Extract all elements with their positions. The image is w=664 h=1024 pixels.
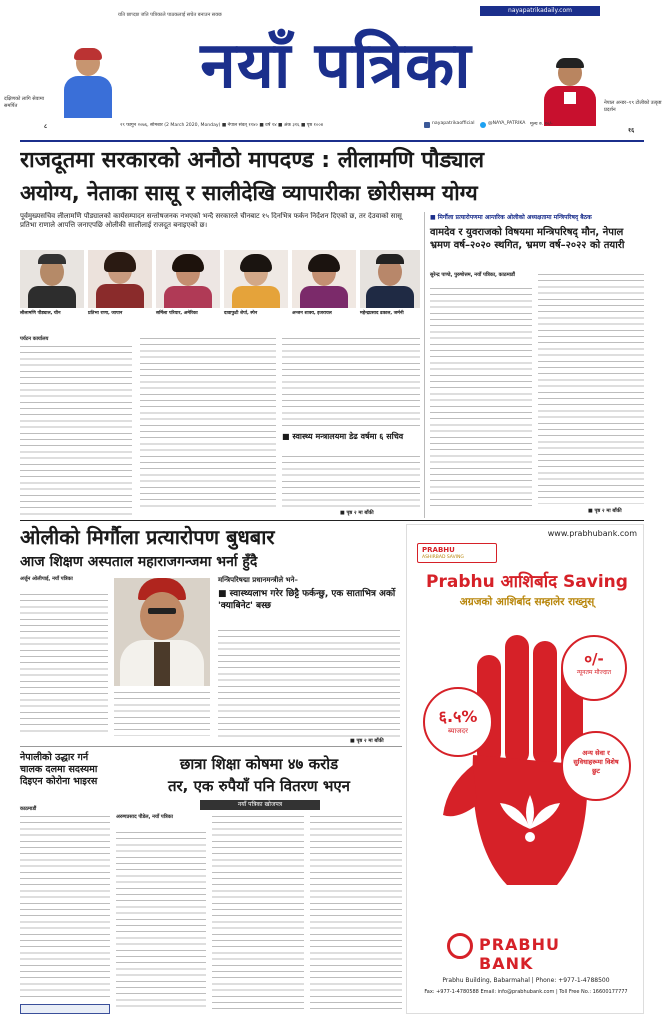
- masthead-divider: [20, 140, 644, 142]
- ad-url[interactable]: www.prabhubank.com: [547, 529, 637, 538]
- oli-body-col-2: [114, 690, 210, 736]
- twitter-icon[interactable]: [480, 122, 486, 128]
- oli-byline: अर्जुन ओलीपाई, नयाँ पत्रिका: [20, 576, 73, 582]
- interest-rate-label: ब्याजदर: [448, 727, 468, 735]
- scholarship-label: नयाँ पत्रिका खोजपत्र: [200, 800, 320, 810]
- right-page-number: १६: [628, 127, 635, 134]
- tagline: यति छाप्दछ जति पत्रिकाले पाठकलाई सचेत बनाउन सक्छ: [118, 12, 222, 18]
- portrait: [292, 250, 356, 308]
- sidebar-continued: ■ पृष्ठ २ मा बाँकी: [588, 508, 622, 514]
- lead-body-col-3: [282, 336, 420, 426]
- ad-footer-logo: [447, 929, 605, 973]
- minimum-balance-badge: [561, 635, 627, 701]
- right-caption: नेपाल अन्डर–१९ टोलीको उत्कृष्ट प्रदर्शन: [604, 100, 662, 113]
- sidebar-headline: वामदेव र युवराजको विषयमा मन्त्रिपरिषद् मौन, नेपाल भ्रमण वर्ष–२०२० स्थगित, भ्रमण वर्ष–२०२२ को तयारी: [430, 227, 625, 251]
- interest-rate-value: ६.५%: [438, 707, 478, 726]
- left-page-number: ८: [44, 123, 48, 130]
- column-divider: [424, 212, 425, 518]
- scholarship-body-col-2: [212, 814, 304, 1012]
- portrait-caption: महेन्द्रप्रसाद ढकाल, जर्मनी: [360, 311, 404, 316]
- sidebar-byline: सुरेन्द्र पाण्डे, पुरुषोत्तम, नयाँ पत्रिका, काठमाडौं: [430, 272, 515, 278]
- facebook-handle[interactable]: nayapatrikaofficial: [432, 121, 475, 126]
- left-figure-photo: [60, 48, 116, 118]
- ministry-box-headline: ■ स्वास्थ्य मन्त्रालयमा डेढ वर्षमा ६ सचिव: [282, 432, 404, 441]
- minimum-balance-value: ०/-: [584, 650, 604, 668]
- portrait-caption: दावाफुटी शेर्पा, स्पेन: [224, 311, 258, 316]
- oli-headline-2: आज शिक्षण अस्पताल महाराजगन्जमा भर्ना हुँदै: [20, 554, 258, 570]
- portrait: [224, 250, 288, 308]
- rescue-byline: काठमाडौं: [20, 806, 37, 812]
- prabhu-bank-ad[interactable]: [406, 524, 644, 1014]
- ministry-box-body: [282, 454, 420, 510]
- portrait: [156, 250, 220, 308]
- scholarship-headline-2: तर, एक रुपैयाँ पनि वितरण भएन: [167, 777, 351, 795]
- oli-continued: ■ पृष्ठ २ मा बाँकी: [350, 738, 384, 744]
- ad-footer-bank-name: PRABHU BANK: [479, 935, 561, 973]
- lead-headline-1: राजदूतमा सरकारको अनौठो मापदण्ड : लीलामणि पौड्याल: [20, 148, 485, 173]
- sub-story-headline: मन्त्रिपरिषद्मा प्रधानमन्त्रीले भने–: [218, 576, 298, 584]
- sub-story-body: [218, 628, 400, 738]
- lead-intro: पूर्वमुख्यसचिव लीलामणि पौड्यालको कार्यसम्पादन सन्तोषजनक नभएको भन्दै सरकारले चीनबाट १५ दिनभित्र फर्कन निर्देशन दिएको छ, तर देउवाको सासू प्रतिभा राणाले आपत्ति जनाएपछि ओलीकी सालीलाई राजदूत बनाइएको छ।: [20, 212, 402, 229]
- oli-photo: [114, 578, 210, 686]
- ad-title: Prabhu आशिर्बाद Saving: [426, 572, 628, 592]
- newspaper-title: नयाँ पत्रिका: [200, 29, 472, 103]
- oli-headline-1: ओलीको मिर्गौला प्रत्यारोपण बुधबार: [20, 525, 275, 549]
- rescue-headline: नेपालीको उद्धार गर्न चालक दलमा सदस्यमा दिइएन कोरोना भाइरस: [20, 752, 98, 787]
- portraits-row: [20, 250, 420, 326]
- sidebar-body-col-2: [538, 272, 644, 504]
- price: मूल्य रु. १०/-: [530, 122, 553, 127]
- portrait-caption: लीलामणि पौड्याल, चीन: [20, 311, 61, 316]
- website-url[interactable]: nayapatrikadaily.com: [480, 6, 600, 16]
- right-figure-photo: [540, 56, 600, 126]
- twitter-handle[interactable]: @NAYA_PATRIKA: [488, 121, 526, 126]
- oli-body-col-1: [20, 592, 108, 736]
- special-offer-badge: [561, 731, 631, 801]
- ad-address: Prabhu Building, Babarmahal | Phone: +977-1-4788500: [442, 977, 610, 984]
- portrait: [360, 250, 420, 308]
- scholarship-body-col-3: [310, 814, 402, 1012]
- portrait: [88, 250, 152, 308]
- sub-story-deck: ■ स्वास्थ्यलाभ गरेर छिट्टै फर्कन्छु, एक साताभित्र अर्को 'क्याबिनेट' बस्छ: [218, 589, 396, 611]
- ad-logo-sub: ASHIRBAD SAVING: [422, 555, 464, 560]
- special-offer-text: अन्य सेवा र सुविधाहरूमा विशेष छुट: [573, 749, 619, 775]
- lead-body-col-1: [20, 344, 132, 516]
- portrait-caption: अन्जन शाक्य, इजरायल: [292, 311, 332, 316]
- ad-contact: Fax: +977-1-4780588 Email: info@prabhubank.com | Toll Free No.: 16600177777: [424, 989, 628, 995]
- date-line: २९ फागुन २०७६, सोमबार (2 March 2020, Monday) ■ नेपाल संवत् ११४० ■ वर्ष १४ ■ अंक ३१६ ■ पृष्ठ १००४: [120, 123, 324, 128]
- portrait-caption: सर्मिला परियार, अमेरिका: [156, 311, 198, 316]
- scholarship-body-col-1: [116, 830, 206, 1012]
- section-divider: [20, 746, 402, 747]
- ad-logo: [417, 543, 497, 563]
- left-caption: दक्षिणको लागि सेवामा समर्पित: [4, 96, 44, 109]
- scholarship-headline-1: छात्रा शिक्षा कोषमा ४७ करोड: [179, 755, 339, 773]
- scholarship-byline: अरुणप्रसाद पौडेल, नयाँ पत्रिका: [116, 814, 173, 820]
- masthead: [0, 0, 664, 140]
- ad-logo-text: PRABHU: [422, 546, 455, 554]
- portrait-caption: प्रतिभा राणा, जापान: [88, 311, 123, 316]
- lead-continued: ■ पृष्ठ २ मा बाँकी: [340, 510, 374, 516]
- lead-byline: पर्यटन कार्यालय: [20, 336, 49, 342]
- bottom-bank-logo: [20, 1004, 110, 1014]
- portrait: [20, 250, 84, 308]
- sidebar-body-col-1: [430, 286, 532, 510]
- lead-headline-2: अयोग्य, नेताका सासू र सालीदेखि व्यापारीका छोरीसम्म योग्य: [20, 181, 478, 205]
- minimum-balance-label: न्यूनतम मौज्दात: [576, 669, 612, 676]
- prabhu-logo-icon: [447, 933, 473, 959]
- ad-slogan: अग्रजको आशिर्बाद सम्हालेर राख्नुस्: [459, 596, 595, 608]
- lead-body-col-2: [140, 336, 276, 510]
- sidebar-kicker: ■ मिर्गौला प्रत्यारोपणमा आन्तरिक ओलीको अध्यक्षतामा मन्त्रिपरिषद् बैठक: [430, 214, 592, 221]
- interest-rate-badge: [423, 687, 493, 757]
- facebook-icon[interactable]: [424, 122, 430, 128]
- rescue-body: [20, 814, 110, 998]
- section-divider: [20, 520, 644, 521]
